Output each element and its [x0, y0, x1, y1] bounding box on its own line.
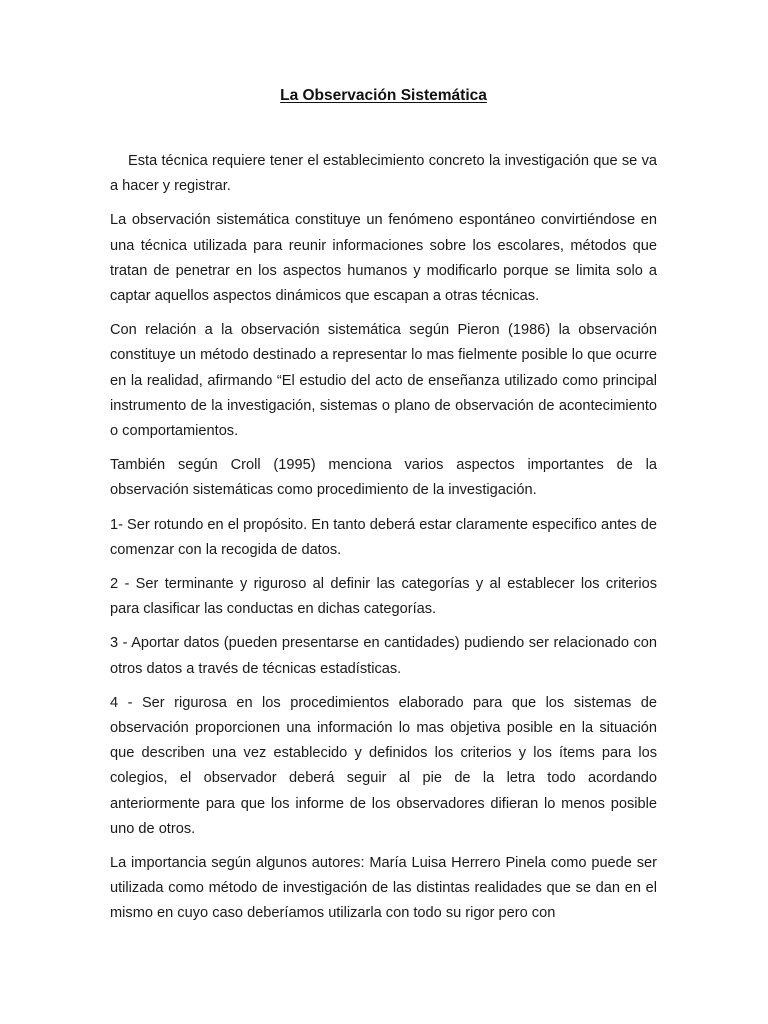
- paragraph-definition: La observación sistemática constituye un fenómeno espontáneo convirtiéndose en una técnica utilizada para reunir informaciones sobre los escolares, métodos que tratan de penetrar en los aspectos humanos y modificarlo porque se limita solo a captar aquellos aspectos dinámicos que escapan a otras técnicas.: [110, 212, 657, 305]
- paragraph-importance: La importancia según algunos autores: María Luisa Herrero Pinela como puede ser utilizada como método de investigación de las distintas realidades que se dan en el mismo en cuyo caso deberíamos utilizarla con todo su rigor pero con: [110, 855, 657, 922]
- list-item-1: 1- Ser rotundo en el propósito. En tanto deberá estar claramente especifico antes de comenzar con la recogida de datos.: [110, 516, 657, 558]
- list-item-4: 4 - Ser rigurosa en los procedimientos elaborado para que los sistemas de observación proporcionen una información lo mas objetiva posible en la situación que describen una vez establecido y definidos los criterios y los ítems para los colegios, el observador deberá seguir al pie de la letra todo acordando anteriormente para que los informe de los observadores difieran lo menos posible uno de otros.: [110, 694, 657, 837]
- list-item-2: 2 - Ser terminante y riguroso al definir las categorías y al establecer los criterios para clasificar las conductas en dichas categorías.: [110, 576, 657, 618]
- paragraph-croll: También según Croll (1995) menciona varios aspectos importantes de la observación sistemáticas como procedimiento de la investigación.: [110, 457, 657, 499]
- paragraph-pieron: Con relación a la observación sistemática según Pieron (1986) la observación constituye un método destinado a representar lo mas fielmente posible lo que ocurre en la realidad, afirmando “El estudio del acto de enseñanza utilizado como principal instrumento de la investigación, sistemas o plano de observación de acontecimiento o comportamientos.: [110, 322, 657, 440]
- list-item-3: 3 - Aportar datos (pueden presentarse en cantidades) pudiendo ser relacionado con otros datos a través de técnicas estadísticas.: [110, 635, 657, 677]
- paragraph-intro: Esta técnica requiere tener el establecimiento concreto la investigación que se va a hacer y registrar.: [110, 153, 657, 195]
- document-title: La Observación Sistemática: [280, 87, 487, 104]
